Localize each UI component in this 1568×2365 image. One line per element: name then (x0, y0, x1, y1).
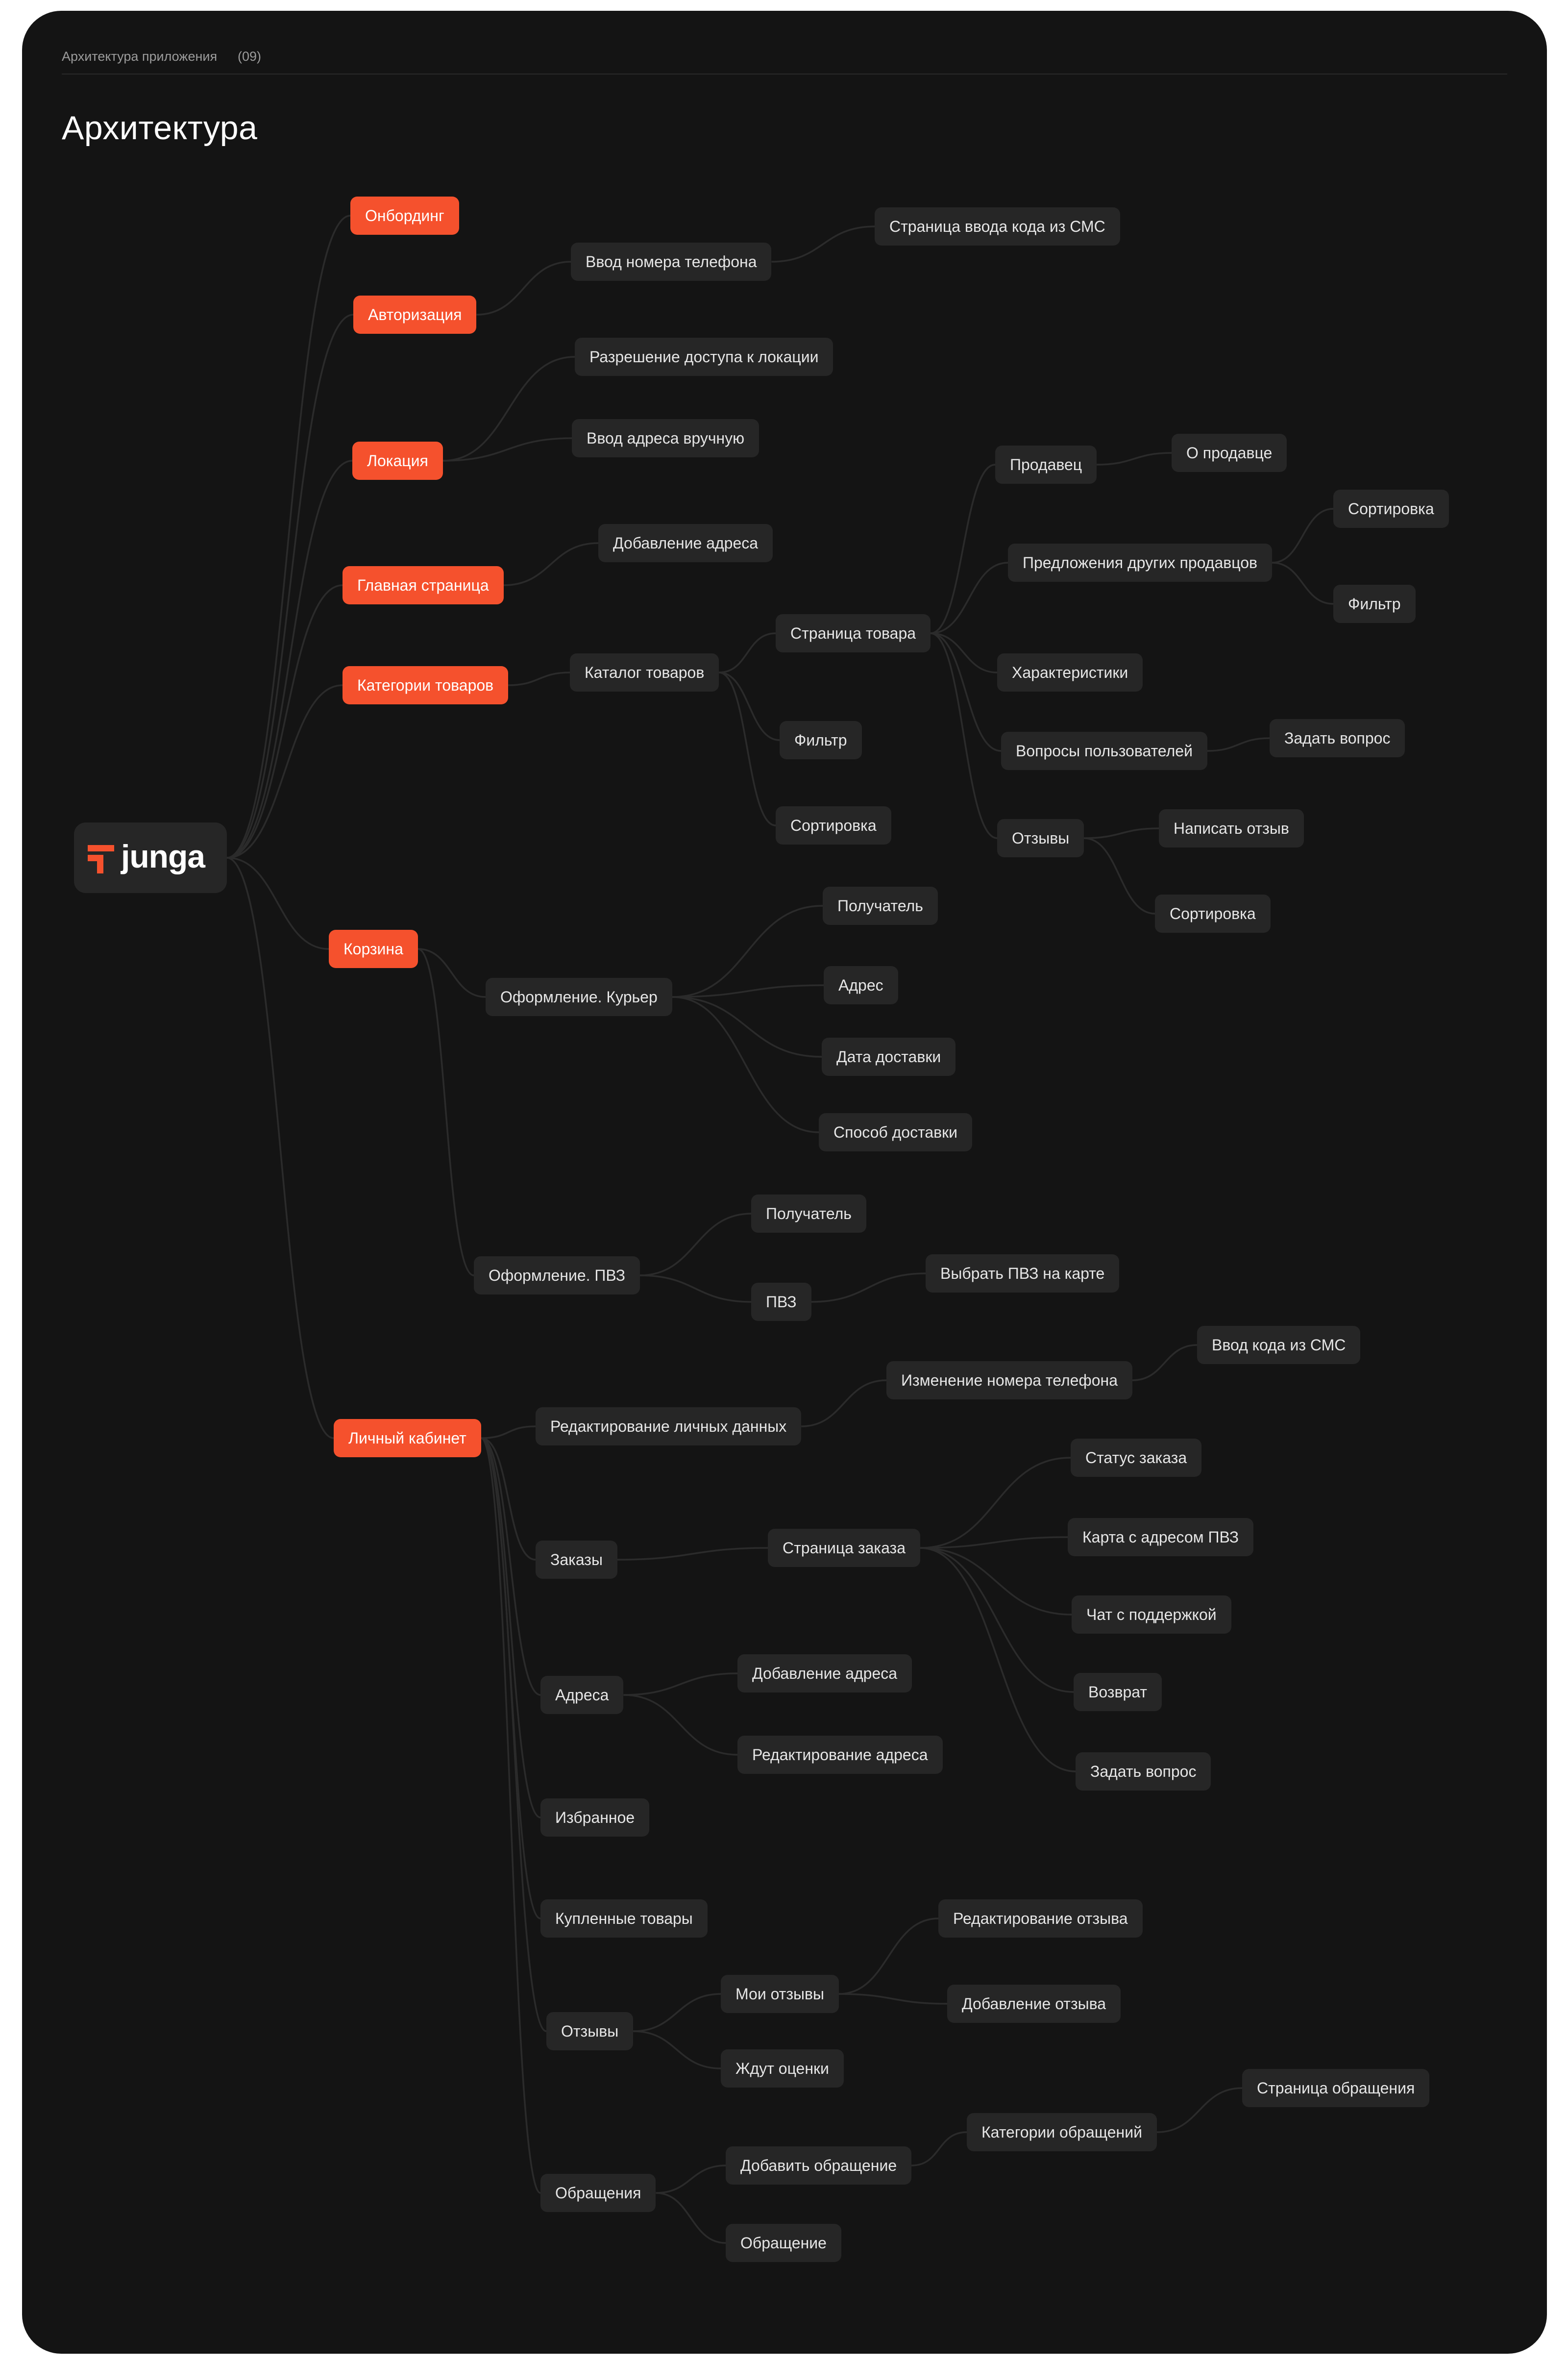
tree-node-оформление-курьер[interactable]: Оформление. Курьер (486, 978, 672, 1016)
connector-line (1272, 563, 1333, 604)
connector-line (839, 1994, 947, 2004)
connector-line (481, 1438, 540, 1695)
tree-node-задать-вопрос[interactable]: Задать вопрос (1270, 719, 1405, 757)
tree-node-страница-обращения[interactable]: Страница обращения (1242, 2069, 1429, 2107)
tree-node-пвз[interactable]: ПВЗ (751, 1283, 811, 1321)
root-node-junga[interactable] (74, 822, 227, 893)
connector-line (1272, 509, 1333, 563)
connector-line (920, 1548, 1074, 1692)
connector-line (481, 1426, 536, 1438)
connector-line (656, 2166, 726, 2193)
connector-line (811, 1273, 926, 1302)
tree-node-оформление-пвз[interactable]: Оформление. ПВЗ (474, 1256, 640, 1295)
connector-line (920, 1548, 1076, 1771)
connector-line (1132, 1345, 1197, 1380)
tree-node-добавить-обращение[interactable]: Добавить обращение (726, 2146, 911, 2185)
tree-node-добавление-отзыва[interactable]: Добавление отзыва (947, 1985, 1121, 2023)
tree-node-изменение-номера-телефона[interactable]: Изменение номера телефона (886, 1361, 1132, 1399)
connector-line (633, 2031, 721, 2068)
tree-node-получатель[interactable]: Получатель (823, 887, 938, 925)
section-node-онбординг[interactable]: Онбординг (350, 197, 459, 235)
section-node-личный-кабинет[interactable]: Личный кабинет (334, 1419, 481, 1457)
connector-line (227, 685, 343, 858)
connector-line (443, 357, 575, 461)
tree-node-разрешение-доступа-к-локации[interactable]: Разрешение доступа к локации (575, 338, 833, 376)
tree-node-обращения[interactable]: Обращения (540, 2174, 656, 2212)
connector-line (719, 672, 780, 740)
page-title: Архитектура (62, 109, 258, 147)
tree-node-статус-заказа[interactable]: Статус заказа (1071, 1439, 1201, 1477)
tree-node-страница-ввода-кода-из-смс[interactable]: Страница ввода кода из СМС (875, 207, 1120, 246)
tree-node-купленные-товары[interactable]: Купленные товары (540, 1899, 708, 1938)
tree-node-карта-с-адресом-пвз[interactable]: Карта с адресом ПВЗ (1068, 1518, 1253, 1556)
tree-node-редактирование-личных-данных[interactable]: Редактирование личных данных (536, 1407, 801, 1445)
connector-line (508, 672, 570, 685)
tree-node-чат-с-поддержкой[interactable]: Чат с поддержкой (1072, 1595, 1231, 1634)
tree-node-о-продавце[interactable]: О продавце (1172, 434, 1287, 472)
connector-line (418, 949, 474, 1275)
tree-node-написать-отзыв[interactable]: Написать отзыв (1159, 809, 1304, 847)
tree-node-мои-отзывы[interactable]: Мои отзывы (721, 1975, 839, 2013)
connector-line (633, 1994, 721, 2031)
connector-line (1207, 738, 1270, 751)
connector-line (623, 1673, 737, 1695)
connector-line (920, 1548, 1072, 1615)
tree-node-сортировка[interactable]: Сортировка (1333, 490, 1449, 528)
tree-node-адрес[interactable]: Адрес (824, 966, 898, 1004)
tree-node-отзывы[interactable]: Отзывы (546, 2012, 633, 2050)
connector-line (839, 1918, 938, 1994)
connector-line (623, 1695, 737, 1755)
connector-line (1084, 828, 1159, 838)
brand-name: junga (121, 838, 205, 874)
connector-line (1084, 838, 1155, 914)
tree-node-возврат[interactable]: Возврат (1074, 1673, 1162, 1711)
tree-node-адреса[interactable]: Адреса (540, 1676, 623, 1714)
tree-node-ввод-адреса-вручную[interactable]: Ввод адреса вручную (572, 419, 759, 457)
connector-line (227, 858, 329, 949)
tree-node-выбрать-пвз-на-карте[interactable]: Выбрать ПВЗ на карте (926, 1254, 1119, 1293)
tree-node-отзывы[interactable]: Отзывы (997, 819, 1084, 857)
section-node-локация[interactable]: Локация (352, 442, 443, 480)
tree-node-редактирование-адреса[interactable]: Редактирование адреса (737, 1736, 943, 1774)
connector-line (476, 262, 571, 315)
tree-node-сортировка[interactable]: Сортировка (776, 806, 891, 845)
section-node-авторизация[interactable]: Авторизация (353, 296, 476, 334)
tree-node-продавец[interactable]: Продавец (995, 446, 1097, 484)
architecture-card (22, 11, 1547, 2354)
connector-line (931, 633, 1001, 751)
tree-node-добавление-адреса[interactable]: Добавление адреса (598, 524, 773, 562)
tree-node-страница-заказа[interactable]: Страница заказа (768, 1529, 920, 1567)
tree-node-получатель[interactable]: Получатель (751, 1195, 866, 1233)
connector-line (719, 672, 776, 825)
connector-line (719, 633, 776, 672)
connector-line (801, 1380, 886, 1426)
tree-node-задать-вопрос[interactable]: Задать вопрос (1076, 1752, 1211, 1791)
tree-node-каталог-товаров[interactable]: Каталог товаров (570, 653, 719, 692)
tree-node-заказы[interactable]: Заказы (536, 1541, 617, 1579)
connector-line (1157, 2088, 1242, 2132)
section-node-корзина[interactable]: Корзина (329, 930, 418, 968)
connector-line (227, 858, 334, 1438)
connector-line (481, 1438, 540, 1817)
connector-line (931, 563, 1008, 633)
section-node-главная-страница[interactable]: Главная страница (343, 566, 504, 604)
tree-node-вопросы-пользователей[interactable]: Вопросы пользователей (1001, 732, 1207, 770)
connector-line (656, 2193, 726, 2243)
tree-node-избранное[interactable]: Избранное (540, 1798, 649, 1837)
connector-line (418, 949, 486, 997)
connector-line (227, 315, 353, 858)
connector-line (920, 1537, 1068, 1548)
tree-node-предложения-других-продавцов[interactable]: Предложения других продавцов (1008, 544, 1272, 582)
tree-node-характеристики[interactable]: Характеристики (997, 653, 1143, 692)
tree-node-фильтр[interactable]: Фильтр (780, 721, 862, 759)
connector-line (672, 906, 823, 997)
connector-line (672, 985, 824, 997)
tree-node-страница-товара[interactable]: Страница товара (776, 614, 931, 652)
tree-node-добавление-адреса[interactable]: Добавление адреса (737, 1654, 912, 1693)
connector-line (672, 997, 822, 1057)
connector-line (1097, 453, 1172, 465)
tree-node-дата-доставки[interactable]: Дата доставки (822, 1038, 956, 1076)
tree-node-сортировка[interactable]: Сортировка (1155, 895, 1271, 933)
tree-node-фильтр[interactable]: Фильтр (1333, 585, 1416, 623)
connector-line (920, 1458, 1071, 1548)
tree-node-обращение[interactable]: Обращение (726, 2224, 841, 2262)
connector-line (640, 1214, 751, 1275)
connector-line (617, 1548, 768, 1560)
connector-line (504, 543, 598, 585)
section-name: Архитектура приложения (62, 49, 218, 64)
connector-line (481, 1438, 546, 2031)
connector-line (911, 2132, 967, 2166)
connector-line (481, 1438, 540, 2193)
tree-node-ждут-оценки[interactable]: Ждут оценки (721, 2049, 844, 2088)
connector-line (640, 1275, 751, 1302)
connector-line (931, 633, 997, 838)
section-node-категории-товаров[interactable]: Категории товаров (343, 666, 508, 704)
tree-node-категории-обращений[interactable]: Категории обращений (967, 2113, 1157, 2151)
connector-line (771, 226, 875, 262)
junga-logo-icon (88, 845, 114, 873)
tree-node-способ-доставки[interactable]: Способ доставки (819, 1113, 972, 1151)
tree-node-редактирование-отзыва[interactable]: Редактирование отзыва (938, 1899, 1143, 1938)
tree-node-ввод-номера-телефона[interactable]: Ввод номера телефона (571, 243, 771, 281)
section-number: (09) (238, 49, 262, 64)
tree-node-ввод-кода-из-смс[interactable]: Ввод кода из СМС (1197, 1326, 1360, 1364)
connector-line (672, 997, 819, 1132)
